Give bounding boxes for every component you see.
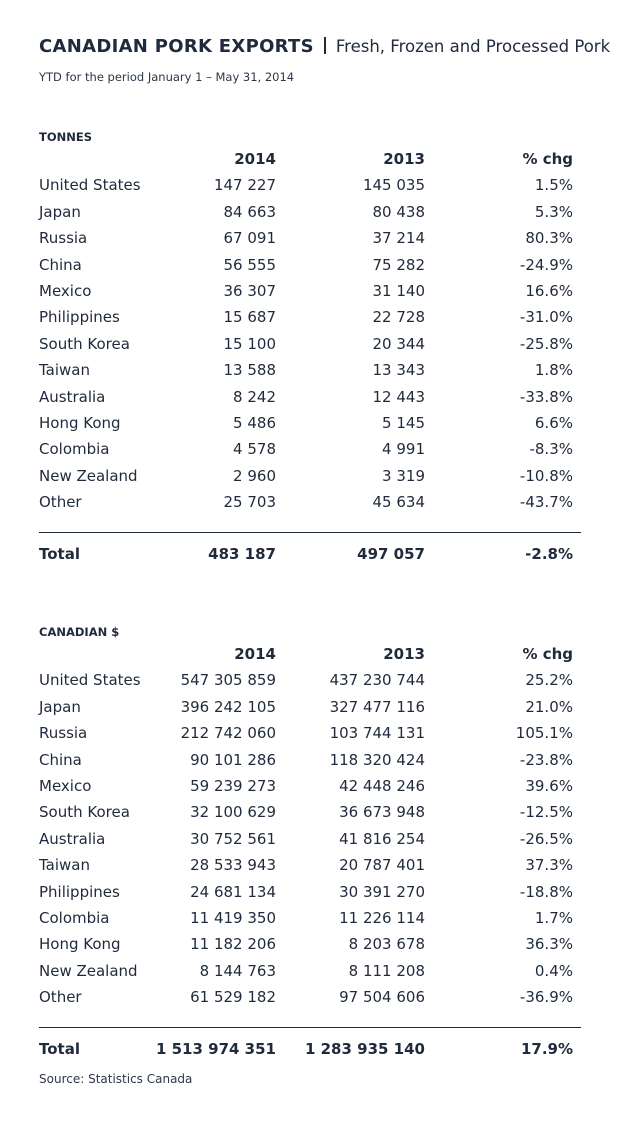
dollars-total-divider bbox=[39, 1027, 581, 1028]
total-2013: 497 057 bbox=[357, 545, 425, 564]
value-2013-cell: 41 816 254 bbox=[339, 829, 425, 848]
country-cell: Mexico bbox=[39, 776, 92, 795]
table-row bbox=[39, 879, 581, 905]
pct-chg-cell: -43.7% bbox=[519, 493, 573, 512]
table-row bbox=[39, 489, 581, 515]
total-pct-chg: -2.8% bbox=[525, 545, 573, 564]
country-cell: Russia bbox=[39, 229, 88, 248]
col-header-pct-chg: % chg bbox=[522, 150, 573, 168]
col-header-pct-chg: % chg bbox=[522, 645, 573, 663]
source-note: Source: Statistics Canada bbox=[39, 1072, 193, 1086]
total-pct-chg: 17.9% bbox=[520, 1040, 573, 1059]
value-2014-cell: 28 533 943 bbox=[190, 856, 276, 875]
col-header-2013: 2013 bbox=[383, 150, 425, 168]
value-2014-cell: 212 742 060 bbox=[180, 724, 276, 743]
pct-chg-cell: 0.4% bbox=[534, 961, 573, 980]
value-2013-cell: 36 673 948 bbox=[339, 803, 425, 822]
value-2013-cell: 4 991 bbox=[382, 440, 425, 459]
pct-chg-cell: -23.8% bbox=[519, 750, 573, 769]
value-2014-cell: 84 663 bbox=[223, 202, 276, 221]
value-2013-cell: 45 634 bbox=[372, 493, 425, 512]
value-2013-cell: 37 214 bbox=[372, 229, 425, 248]
total-2014: 483 187 bbox=[208, 545, 276, 564]
table-row bbox=[39, 357, 581, 383]
value-2013-cell: 75 282 bbox=[372, 255, 425, 274]
period-note: YTD for the period January 1 – May 31, 2014 bbox=[39, 70, 295, 84]
value-2014-cell: 11 419 350 bbox=[190, 908, 276, 927]
pct-chg-cell: -18.8% bbox=[519, 882, 573, 901]
country-cell: Taiwan bbox=[39, 856, 91, 875]
pct-chg-cell: 39.6% bbox=[525, 776, 573, 795]
value-2013-cell: 11 226 114 bbox=[339, 908, 425, 927]
table-row bbox=[39, 958, 581, 984]
value-2013-cell: 3 319 bbox=[382, 466, 425, 485]
pct-chg-cell: 105.1% bbox=[515, 724, 573, 743]
table-row bbox=[39, 410, 581, 436]
pct-chg-cell: 1.8% bbox=[534, 361, 573, 380]
pct-chg-cell: 6.6% bbox=[534, 413, 573, 432]
pct-chg-cell: -26.5% bbox=[519, 829, 573, 848]
value-2014-cell: 396 242 105 bbox=[180, 697, 276, 716]
value-2014-cell: 36 307 bbox=[223, 281, 276, 300]
table-row bbox=[39, 384, 581, 410]
col-header-2013: 2013 bbox=[383, 645, 425, 663]
country-cell: Australia bbox=[39, 829, 106, 848]
country-cell: Colombia bbox=[39, 440, 110, 459]
dollars-section-label: CANADIAN $ bbox=[39, 625, 120, 639]
country-cell: South Korea bbox=[39, 803, 130, 822]
pct-chg-cell: 1.7% bbox=[534, 908, 573, 927]
table-row bbox=[39, 747, 581, 773]
pct-chg-cell: 1.5% bbox=[534, 176, 573, 195]
table-row bbox=[39, 694, 581, 720]
table-row bbox=[39, 852, 581, 878]
value-2013-cell: 80 438 bbox=[372, 202, 425, 221]
value-2014-cell: 15 687 bbox=[223, 308, 276, 327]
value-2014-cell: 4 578 bbox=[233, 440, 276, 459]
country-cell: Australia bbox=[39, 387, 106, 406]
pct-chg-cell: 21.0% bbox=[525, 697, 573, 716]
value-2014-cell: 59 239 273 bbox=[190, 776, 276, 795]
value-2014-cell: 2 960 bbox=[233, 466, 276, 485]
total-2014: 1 513 974 351 bbox=[155, 1040, 276, 1059]
country-cell: Other bbox=[39, 493, 82, 512]
table-row bbox=[39, 304, 581, 330]
value-2013-cell: 42 448 246 bbox=[339, 776, 425, 795]
country-cell: United States bbox=[39, 176, 141, 195]
value-2013-cell: 31 140 bbox=[372, 281, 425, 300]
title-row bbox=[39, 36, 610, 57]
country-cell: South Korea bbox=[39, 334, 130, 353]
country-cell: Mexico bbox=[39, 281, 92, 300]
table-row bbox=[39, 799, 581, 825]
value-2014-cell: 8 242 bbox=[233, 387, 276, 406]
tonnes-total-row bbox=[39, 541, 581, 567]
pct-chg-cell: -8.3% bbox=[529, 440, 573, 459]
country-cell: Taiwan bbox=[39, 361, 91, 380]
country-cell: United States bbox=[39, 671, 141, 690]
table-row bbox=[39, 984, 581, 1010]
tonnes-section bbox=[39, 128, 581, 568]
table-row bbox=[39, 905, 581, 931]
value-2013-cell: 145 035 bbox=[362, 176, 425, 195]
value-2014-cell: 25 703 bbox=[223, 493, 276, 512]
value-2014-cell: 11 182 206 bbox=[190, 935, 276, 954]
value-2014-cell: 61 529 182 bbox=[190, 988, 276, 1007]
dollars-section bbox=[39, 623, 581, 1063]
tonnes-header-row bbox=[39, 146, 581, 172]
value-2014-cell: 13 588 bbox=[223, 361, 276, 380]
pct-chg-cell: -12.5% bbox=[519, 803, 573, 822]
pct-chg-cell: -36.9% bbox=[519, 988, 573, 1007]
country-cell: Philippines bbox=[39, 882, 120, 901]
pct-chg-cell: -33.8% bbox=[519, 387, 573, 406]
value-2014-cell: 90 101 286 bbox=[190, 750, 276, 769]
total-label: Total bbox=[39, 545, 80, 564]
table-row bbox=[39, 463, 581, 489]
value-2013-cell: 437 230 744 bbox=[329, 671, 425, 690]
value-2013-cell: 20 344 bbox=[372, 334, 425, 353]
dollars-header-row bbox=[39, 641, 581, 667]
pct-chg-cell: 16.6% bbox=[525, 281, 573, 300]
table-row bbox=[39, 199, 581, 225]
table-row bbox=[39, 826, 581, 852]
table-row bbox=[39, 436, 581, 462]
value-2013-cell: 97 504 606 bbox=[339, 988, 425, 1007]
pct-chg-cell: -31.0% bbox=[519, 308, 573, 327]
tonnes-section-label: TONNES bbox=[39, 130, 93, 144]
value-2014-cell: 24 681 134 bbox=[190, 882, 276, 901]
table-row bbox=[39, 931, 581, 957]
value-2013-cell: 30 391 270 bbox=[339, 882, 425, 901]
table-row bbox=[39, 331, 581, 357]
page-title: CANADIAN PORK EXPORTS bbox=[39, 36, 314, 57]
value-2013-cell: 103 744 131 bbox=[329, 724, 425, 743]
pct-chg-cell: 80.3% bbox=[525, 229, 573, 248]
country-cell: Philippines bbox=[39, 308, 120, 327]
value-2013-cell: 20 787 401 bbox=[339, 856, 425, 875]
table-row bbox=[39, 225, 581, 251]
country-cell: Colombia bbox=[39, 908, 110, 927]
total-label: Total bbox=[39, 1040, 80, 1059]
country-cell: Japan bbox=[39, 697, 81, 716]
table-row bbox=[39, 667, 581, 693]
value-2013-cell: 12 443 bbox=[372, 387, 425, 406]
value-2013-cell: 5 145 bbox=[382, 413, 425, 432]
pct-chg-cell: 25.2% bbox=[525, 671, 573, 690]
country-cell: Hong Kong bbox=[39, 413, 121, 432]
value-2014-cell: 67 091 bbox=[223, 229, 276, 248]
table-row bbox=[39, 278, 581, 304]
value-2014-cell: 56 555 bbox=[223, 255, 276, 274]
pct-chg-cell: 5.3% bbox=[534, 202, 573, 221]
page-subtitle: Fresh, Frozen and Processed Pork bbox=[335, 37, 611, 56]
country-cell: Russia bbox=[39, 724, 88, 743]
pct-chg-cell: -10.8% bbox=[519, 466, 573, 485]
value-2014-cell: 32 100 629 bbox=[190, 803, 276, 822]
value-2013-cell: 118 320 424 bbox=[329, 750, 425, 769]
value-2013-cell: 327 477 116 bbox=[329, 697, 425, 716]
value-2013-cell: 22 728 bbox=[372, 308, 425, 327]
country-cell: China bbox=[39, 750, 82, 769]
value-2014-cell: 15 100 bbox=[223, 334, 276, 353]
title-divider bbox=[324, 37, 326, 54]
table-row bbox=[39, 252, 581, 278]
col-header-2014: 2014 bbox=[234, 645, 276, 663]
value-2013-cell: 8 203 678 bbox=[348, 935, 425, 954]
pct-chg-cell: -24.9% bbox=[519, 255, 573, 274]
dollars-table-body bbox=[39, 667, 581, 1010]
value-2014-cell: 30 752 561 bbox=[190, 829, 276, 848]
value-2013-cell: 8 111 208 bbox=[348, 961, 425, 980]
value-2014-cell: 147 227 bbox=[213, 176, 276, 195]
pct-chg-cell: 36.3% bbox=[525, 935, 573, 954]
country-cell: Hong Kong bbox=[39, 935, 121, 954]
tonnes-table-body bbox=[39, 172, 581, 515]
table-row bbox=[39, 773, 581, 799]
col-header-2014: 2014 bbox=[234, 150, 276, 168]
value-2013-cell: 13 343 bbox=[372, 361, 425, 380]
country-cell: New Zealand bbox=[39, 961, 138, 980]
tonnes-total-divider bbox=[39, 532, 581, 533]
value-2014-cell: 8 144 763 bbox=[199, 961, 276, 980]
table-row bbox=[39, 172, 581, 198]
country-cell: Other bbox=[39, 988, 82, 1007]
value-2014-cell: 547 305 859 bbox=[180, 671, 276, 690]
table-row bbox=[39, 720, 581, 746]
total-2013: 1 283 935 140 bbox=[304, 1040, 425, 1059]
dollars-total-row bbox=[39, 1036, 581, 1062]
country-cell: Japan bbox=[39, 202, 81, 221]
country-cell: New Zealand bbox=[39, 466, 138, 485]
pct-chg-cell: -25.8% bbox=[519, 334, 573, 353]
country-cell: China bbox=[39, 255, 82, 274]
value-2014-cell: 5 486 bbox=[233, 413, 276, 432]
pct-chg-cell: 37.3% bbox=[525, 856, 573, 875]
